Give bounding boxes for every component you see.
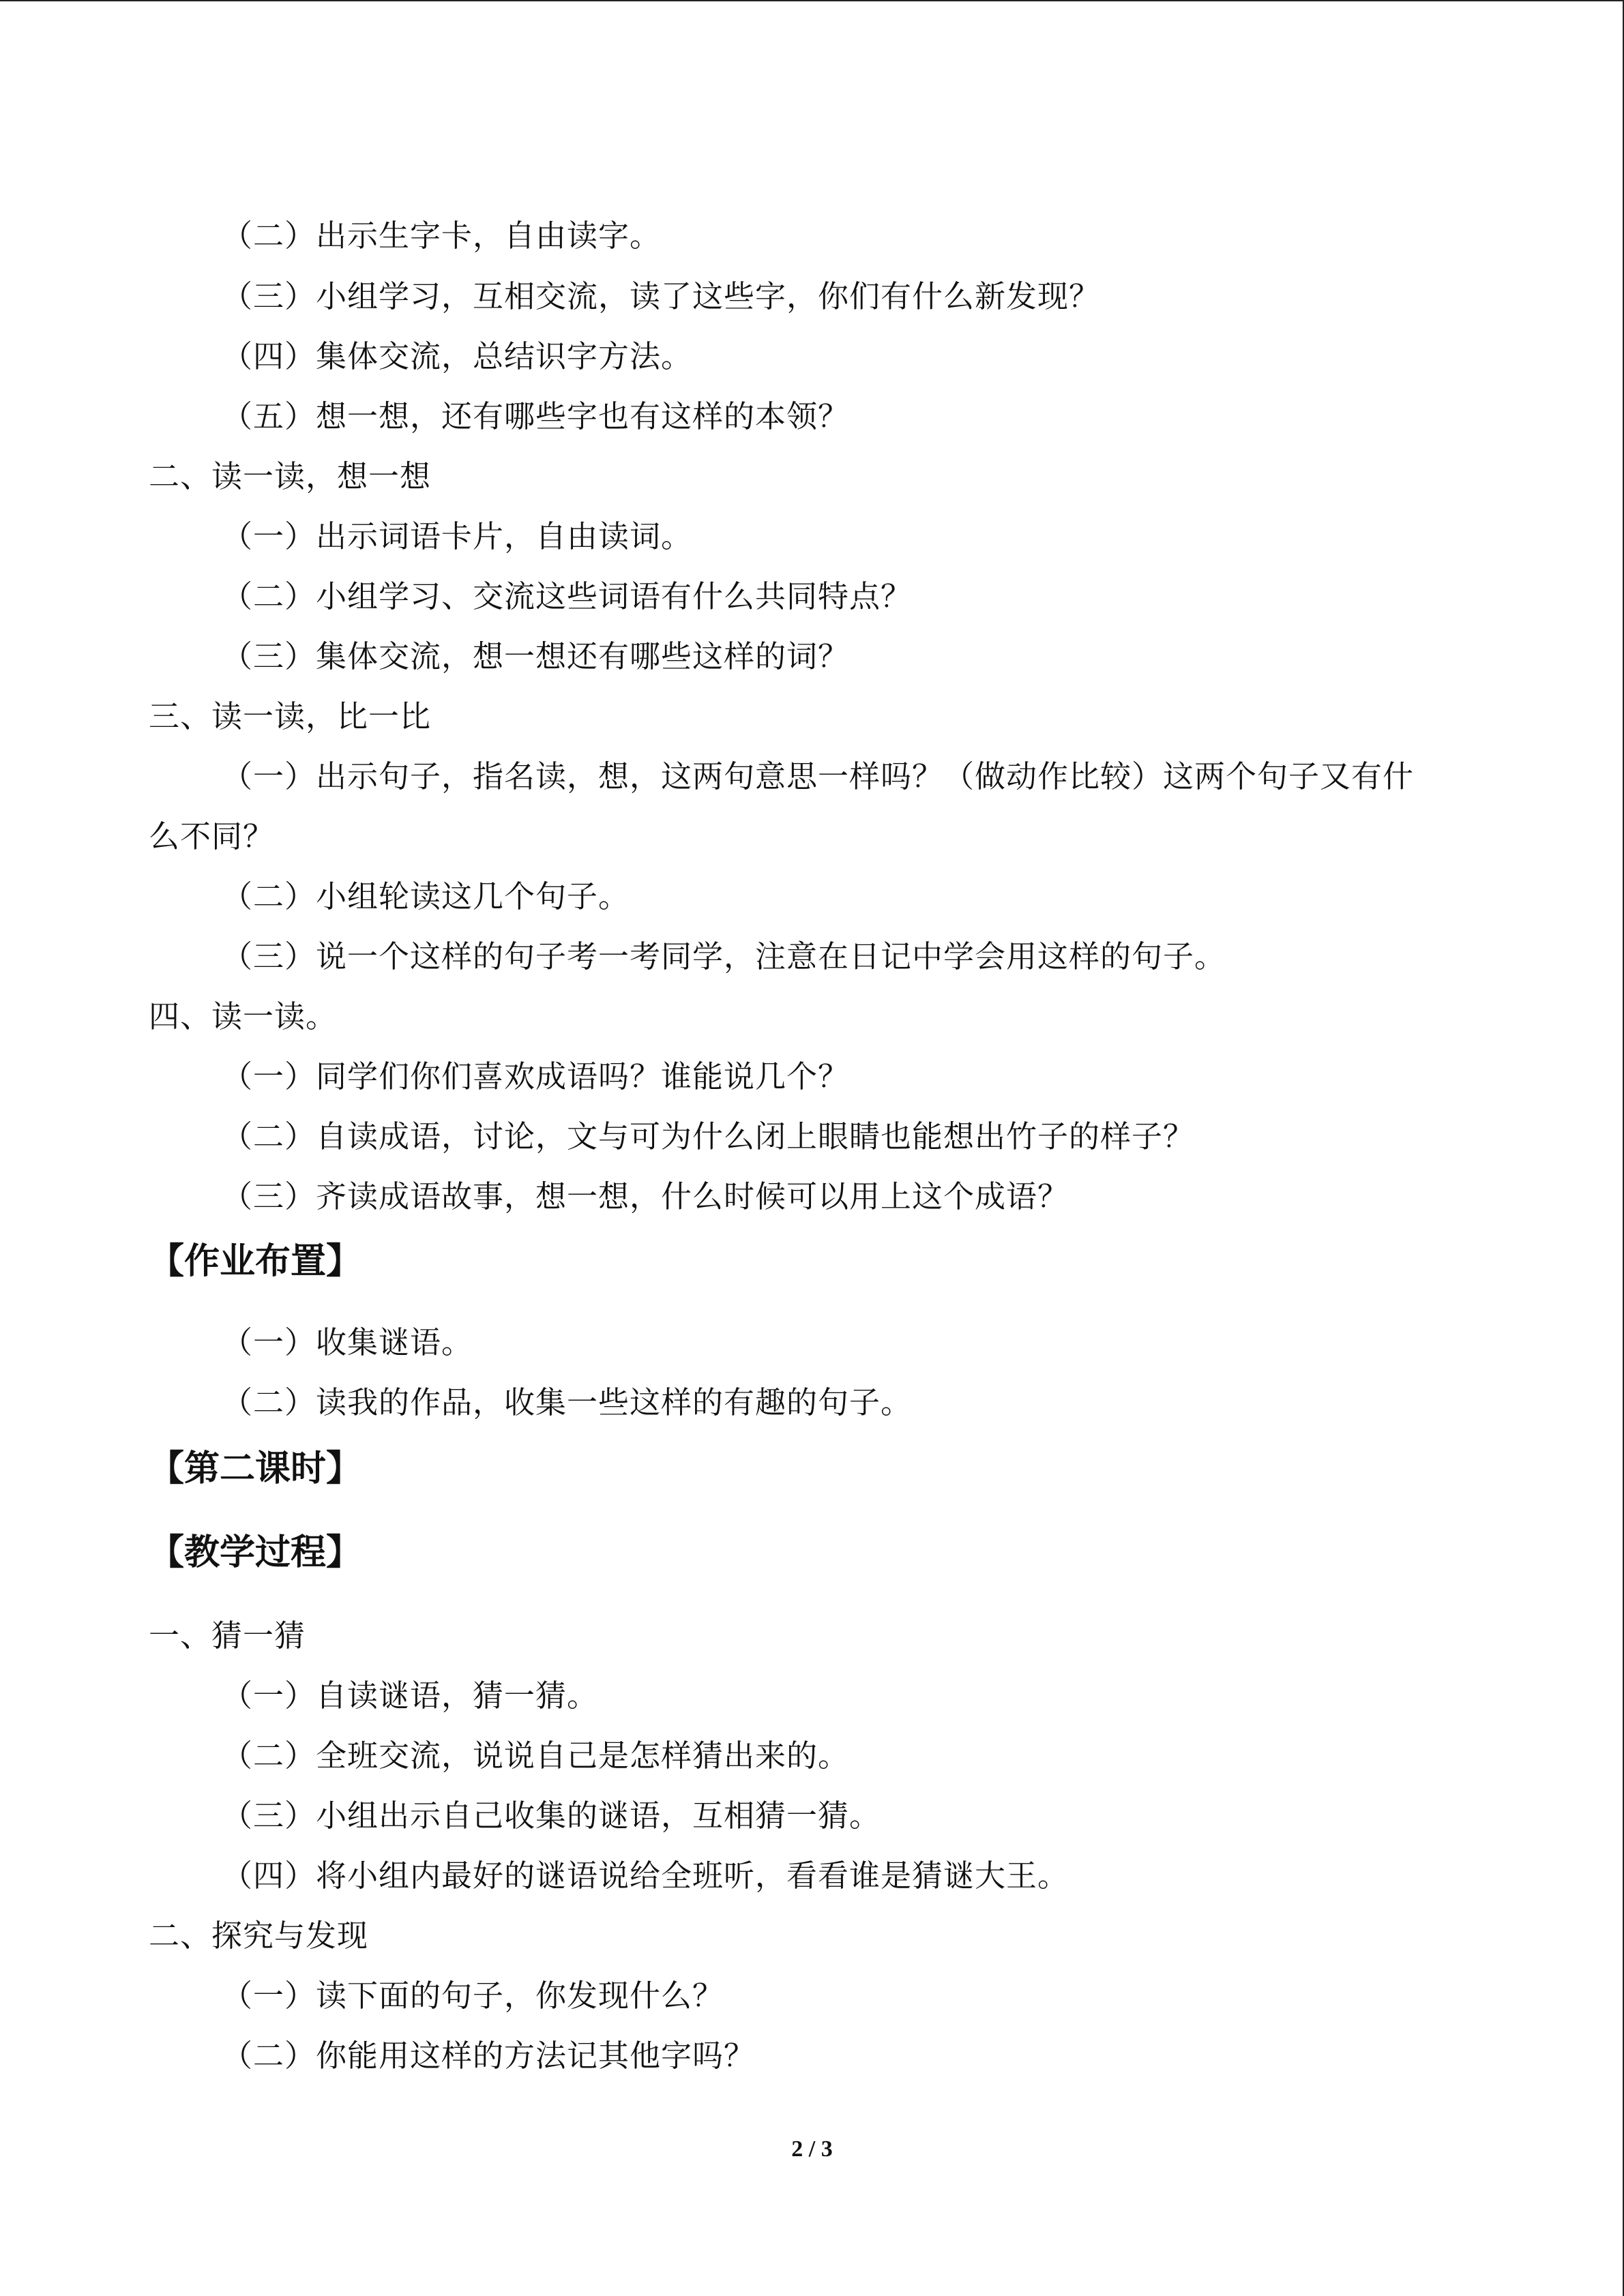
bold-heading-second-lesson: 【第二课时】 [149, 1448, 362, 1489]
paragraph: （一）出示句子，指名读，想，这两句意思一样吗？（做动作比较）这两个句子又有什 [222, 758, 1415, 794]
paragraph: （三）小组学习，互相交流，读了这些字，你们有什么新发现？ [222, 278, 1101, 314]
section-heading: 一、猜一猜 [149, 1617, 306, 1654]
paragraph: （二）小组学习、交流这些词语有什么共同特点？ [222, 578, 913, 614]
section-heading: 三、读一读，比一比 [149, 698, 432, 734]
page-number: 2 / 3 [791, 2136, 833, 2162]
paragraph: （一）收集谜语。 [222, 1324, 473, 1360]
paragraph: （三）集体交流，想一想还有哪些这样的词？ [222, 638, 850, 674]
paragraph: （二）读我的作品，收集一些这样的有趣的句子。 [222, 1384, 913, 1420]
paragraph: （二）小组轮读这几个句子。 [222, 878, 630, 914]
paragraph: （二）出示生字卡，自由读字。 [222, 218, 662, 254]
paragraph: （二）全班交流，说说自己是怎样猜出来的。 [222, 1738, 850, 1774]
paragraph: （一）自读谜语，猜一猜。 [222, 1678, 599, 1714]
paragraph: （二）自读成语，讨论，文与可为什么闭上眼睛也能想出竹子的样子？ [222, 1118, 1195, 1154]
paragraph-continuation: 么不同？ [149, 818, 275, 854]
paragraph: （一）同学们你们喜欢成语吗？谁能说几个？ [222, 1058, 850, 1094]
paragraph: （四）集体交流，总结识字方法。 [222, 338, 693, 374]
paragraph: （四）将小组内最好的谜语说给全班听，看看谁是猜谜大王。 [222, 1858, 1069, 1894]
paragraph: （三）齐读成语故事，想一想，什么时候可以用上这个成语？ [222, 1178, 1069, 1214]
section-heading: 二、探究与发现 [149, 1918, 369, 1954]
paragraph: （一）读下面的句子，你发现什么？ [222, 1978, 724, 2014]
paragraph: （三）说一个这样的句子考一考同学，注意在日记中学会用这样的句子。 [222, 938, 1226, 974]
paragraph: （二）你能用这样的方法记其他字吗？ [222, 2038, 756, 2074]
paragraph: （一）出示词语卡片，自由读词。 [222, 518, 693, 554]
bold-heading-homework: 【作业布置】 [149, 1241, 362, 1282]
bold-heading-teaching-process: 【教学过程】 [149, 1532, 362, 1573]
section-heading: 四、读一读。 [149, 998, 338, 1034]
section-heading: 二、读一读，想一想 [149, 458, 432, 494]
paragraph: （五）想一想，还有哪些字也有这样的本领？ [222, 398, 850, 434]
paragraph: （三）小组出示自己收集的谜语，互相猜一猜。 [222, 1798, 881, 1834]
